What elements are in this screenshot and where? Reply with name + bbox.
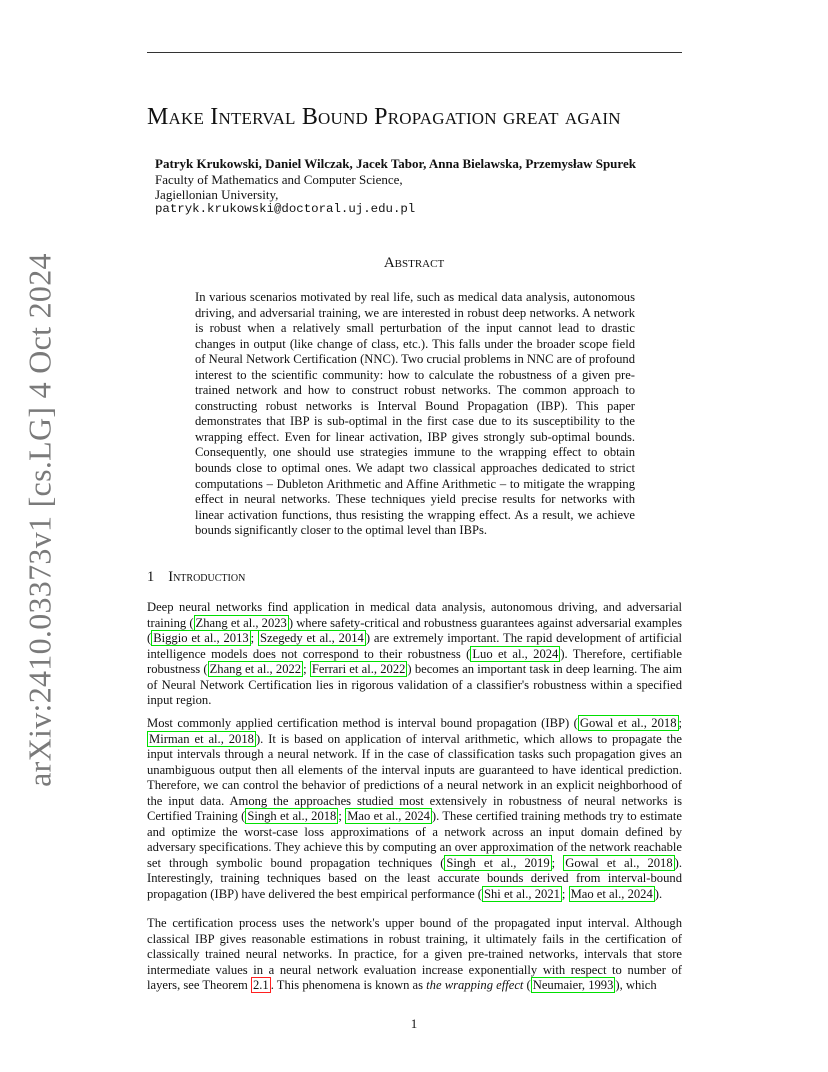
intro-paragraph-1 <box>147 600 682 709</box>
text-run: ; <box>303 662 310 677</box>
author-list: Patryk Krukowski, Daniel Wilczak, Jacek Tabor, Anna Bielawska, Przemysław Spurek <box>155 156 636 171</box>
affiliation-faculty: Faculty of Mathematics and Computer Science, <box>155 172 403 187</box>
citation-link[interactable]: Gowal et al., 2018 <box>579 716 677 730</box>
header-rule <box>147 52 682 53</box>
citation-link[interactable]: Neumaier, 1993 <box>532 978 614 993</box>
text-run: ; <box>250 631 259 646</box>
citation-link[interactable]: Mirman et al., 2018 <box>149 731 254 746</box>
citation-link[interactable]: Singh et al., 2018 <box>247 809 337 824</box>
paper-title: Make Interval Bound Propagation great again <box>147 104 621 130</box>
text-run: ) where safety-critical and robustness guarantees against adversarial examples ( <box>147 615 683 646</box>
text-run: ), which <box>615 978 657 993</box>
page-number: 1 <box>410 1016 418 1031</box>
text-run: ( <box>523 978 531 993</box>
text-run: . This phenomena is known as <box>270 978 427 993</box>
section-heading-introduction <box>147 569 245 586</box>
citation-link[interactable]: Ferrari et al., 2022 <box>311 662 406 677</box>
abstract-body: In various scenarios motivated by real life, such as medical data analysis, autonomous driving, and adversarial training, we are interested in robust deep networks. A network is robust when a relatively small perturbation of the input cannot lead to drastic changes in output (like change of class, etc.). This falls under the broader scope field of Neural Network Certification (NNC). Two crucial problems in NNC are of profound interest to the scientific community: how to calculate the robustness of a given pre-trained network and how to construct robust networks. The common approach to constructing robust networks is Interval Bound Propagation (IBP). This paper demonstrates that IBP is sub-optimal in the first case due to its susceptibility to the wrapping effect. Even for linear activation, IBP gives strongly sub-optimal bounds. Consequently, one should use strategies immune to the wrapping effect to obtain bounds close to optimal ones. We adapt two classical approaches dedicated to strict computations – Dubleton Arithmetic and Affine Arithmetic – to mitigate the wrapping effect in neural networks. These techniques yield precise results for networks with linear activation functions, thus resisting the wrapping effect. As a result, we achieve bounds significantly closer to the optimal level than IBPs. <box>195 290 635 538</box>
citation-link[interactable]: Mao et al., 2024 <box>347 809 430 824</box>
text-run: Most commonly applied certification method is interval bound propagation (IBP) ( <box>147 716 578 730</box>
citation-link[interactable]: Gowal et al., 2018 <box>565 855 673 870</box>
citation-link[interactable]: Biggio et al., 2013 <box>153 631 249 646</box>
citation-link[interactable]: Shi et al., 2021 <box>484 887 560 902</box>
text-run: ). <box>654 887 663 902</box>
text-run: ; <box>551 855 564 870</box>
abstract-heading: Abstract <box>383 255 445 271</box>
citation-link[interactable]: Luo et al., 2024 <box>472 646 559 661</box>
citation-link[interactable]: Szegedy et al., 2014 <box>260 631 364 646</box>
arxiv-identifier[interactable]: arXiv:2410.03373v1 [cs.LG] 4 Oct 2024 <box>21 253 58 787</box>
citation-link[interactable]: Mao et al., 2024 <box>570 887 653 902</box>
text-run: ). Interestingly, training techniques based on the least accurate bounds derived from interval-bound propagation (IBP) have delivered the best empirical performance ( <box>147 855 682 902</box>
citation-link[interactable]: Zhang et al., 2023 <box>195 615 287 630</box>
text-run: ; <box>338 809 346 824</box>
text-run: ). These certified training methods try to estimate and optimize the worst-case loss approximations of a network across an input domain defined by adversary specifications. They achieve this by computing an over approximation of the network reachable set through symbolic bound propagation techniques ( <box>147 809 682 870</box>
theorem-reference-link[interactable]: 2.1 <box>252 978 269 993</box>
text-run: ). Therefore, certifiable robustness ( <box>147 646 682 677</box>
text-run: The certification process uses the network's upper bound of the propagated input interval. Although classical IBP gives reasonable estimations in robust training, it ultimately fails in the certification of classically trained neural networks. In practice, for a given pre-trained networks, intervals that store intermediate values in a neural network evaluation increase exponentially with respect to number of layers, see Theorem <box>147 916 682 993</box>
text-run: ). It is based on application of interval arithmetic, which allows to propagate the input intervals through a neural network. If in the case of classification tasks such propagation gives an unambiguous output then all elements of the interval inputs are guaranteed to have identical prediction. Therefore, we can control the behavior of predictions of a neural network in an explicit neighborhood of the input data. Among the approaches studied most extensively in robustness of neural networks is Certified Training ( <box>147 731 682 824</box>
intro-paragraph-2 <box>147 716 682 903</box>
intro-paragraph-3 <box>147 916 682 994</box>
text-run: ) becomes an important task in deep learning. The aim of Neural Network Certification lies in rigorous validation of a classifier's robustness within a specified input region. <box>147 662 683 708</box>
affiliation-university: Jagiellonian University, <box>155 187 279 202</box>
citation-link[interactable]: Singh et al., 2019 <box>446 855 550 870</box>
emphasized-term: the wrapping effect <box>426 978 524 993</box>
text-run: ; <box>561 887 569 902</box>
text-run: ; <box>678 716 682 730</box>
text-run: ) are extremely important. The rapid development of artificial intelligence models does not correspond to their robustness ( <box>147 631 682 661</box>
section-title: Introduction <box>168 569 246 585</box>
author-email[interactable]: patryk.krukowski@doctoral.uj.edu.pl <box>155 202 416 216</box>
citation-link[interactable]: Zhang et al., 2022 <box>209 662 302 677</box>
text-run: Deep neural networks find application in medical data analysis, autonomous driving, and adversarial training ( <box>147 600 682 630</box>
section-number: 1 <box>147 569 155 585</box>
